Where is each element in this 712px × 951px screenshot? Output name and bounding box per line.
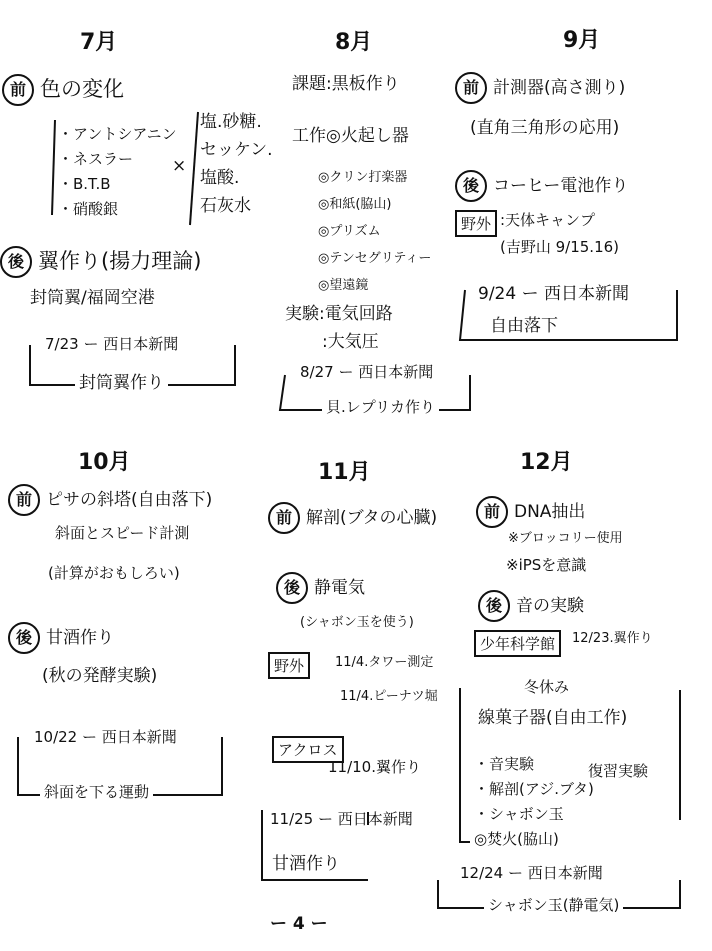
december-title: DNA抽出 — [514, 502, 586, 522]
december-ato-row — [478, 590, 584, 622]
november-acros-text: 11/10.翼作り — [328, 758, 421, 776]
list-item: 塩.砂糖. — [200, 112, 262, 132]
july-mae-row — [2, 74, 124, 106]
december-winter-review: 復習実験 — [588, 762, 649, 780]
mae-circle: 前 — [476, 496, 508, 528]
november-month: 11月 — [318, 460, 371, 485]
list-item: ◎プリズム — [318, 224, 381, 239]
mae-circle: 前 — [268, 502, 300, 534]
list-item: ・ネスラー — [58, 150, 134, 168]
july-news-text: 封筒翼作り — [75, 375, 168, 392]
mae-circle: 前 — [2, 74, 34, 106]
ato-circle: 後 — [8, 622, 40, 654]
november-mae-row — [268, 502, 437, 534]
list-item: ◎和紙(脇山) — [318, 197, 392, 212]
yagai-box: 野外 — [455, 210, 497, 237]
july-line2: 封筒翼/福岡空港 — [30, 288, 155, 308]
october-news-date: 10/22 ー 西日本新聞 — [34, 728, 177, 746]
july-list-left — [58, 122, 177, 222]
december-news-date: 12/24 ー 西日本新聞 — [460, 864, 603, 882]
july-month: 7月 — [80, 30, 118, 55]
october-title: ピサの斜塔(自由落下) — [46, 490, 213, 510]
ato-circle: 後 — [478, 590, 510, 622]
august-kadai: 課題:黒板作り — [292, 74, 400, 94]
ato-circle: 後 — [0, 246, 32, 278]
list-item: ◎テンセグリティー — [318, 251, 432, 266]
july-list-right — [200, 108, 273, 220]
july-ato-row — [0, 246, 201, 278]
august-month: 8月 — [335, 30, 373, 55]
november-news-date: 11/25 ー 西日本新聞 — [270, 810, 413, 828]
acros-box: アクロス — [272, 736, 344, 763]
october-line2: 斜面とスピード計測 — [55, 524, 190, 542]
yagai-box: 野外 — [268, 652, 310, 679]
december-bullet2: ※iPSを意識 — [506, 556, 587, 574]
october-month: 10月 — [78, 450, 131, 475]
july-title2: 翼作り(揚力理論) — [38, 249, 202, 273]
september-ato-row — [455, 170, 628, 202]
december-title2: 音の実験 — [516, 596, 584, 616]
august-jikken: 実験:電気回路 — [285, 304, 393, 324]
december-winter-head: 冬休み — [520, 680, 573, 695]
ato-circle: 後 — [276, 572, 308, 604]
august-items — [318, 164, 431, 299]
october-mae-row — [8, 484, 212, 516]
december-news-text: シャボン玉(静電気) — [484, 898, 623, 913]
september-title: 計測器(高さ測り) — [493, 78, 626, 98]
november-line2: (シャボン玉を使う) — [300, 615, 414, 630]
december-museum-text: 12/23.翼作り — [572, 631, 653, 646]
list-item: ・アントシアニン — [58, 125, 177, 143]
december-winter-title: 線菓子器(自由工作) — [478, 708, 628, 728]
list-item: ◎望遠鏡 — [318, 278, 369, 293]
list-item: セッケン. — [200, 140, 273, 160]
november-yagai1: 11/4.タワー測定 — [335, 655, 434, 670]
september-line2: (直角三角形の応用) — [470, 118, 620, 138]
list-item: ◎焚火(脇山) — [474, 830, 559, 848]
august-news-date: 8/27 ー 西日本新聞 — [300, 363, 434, 381]
november-title: 解剖(ブタの心臓) — [306, 508, 438, 528]
november-title2: 静電気 — [314, 578, 365, 598]
september-news-text: 自由落下 — [490, 316, 558, 336]
times-sign: × — [172, 156, 187, 176]
list-item: ・シャボン玉 — [474, 805, 564, 823]
mae-circle: 前 — [455, 72, 487, 104]
august-news-text: 貝.レプリカ作り — [322, 400, 439, 415]
list-item: 塩酸. — [200, 168, 240, 188]
list-item: ・B.T.B — [58, 175, 111, 193]
list-item: ◎クリン打楽器 — [318, 170, 408, 185]
october-ato-row — [8, 622, 114, 654]
page-number: ー 4 ー — [270, 914, 328, 934]
october-line3: (計算がおもしろい) — [48, 564, 180, 582]
july-news-date: 7/23 ー 西日本新聞 — [45, 335, 179, 353]
december-mae-row — [476, 496, 585, 528]
november-yagai2: 11/4.ピーナツ堀 — [340, 689, 438, 704]
september-title2: コーヒー電池作り — [493, 176, 629, 196]
august-jikken2: :大気圧 — [322, 332, 379, 352]
september-mae-row — [455, 72, 625, 104]
september-yagai-text: :天体キャンプ — [500, 211, 596, 229]
december-bullet1: ※ブロッコリー使用 — [508, 531, 623, 546]
december-winter-items — [474, 752, 594, 852]
list-item: ・音実験 — [474, 755, 535, 773]
list-item: 石灰水 — [200, 196, 251, 216]
ato-circle: 後 — [455, 170, 487, 202]
october-line4: (秋の発酵実験) — [42, 666, 158, 686]
september-month: 9月 — [563, 28, 601, 53]
october-title2: 甘酒作り — [46, 628, 114, 648]
august-kousaku: 工作◎火起し器 — [292, 126, 409, 146]
october-news-text: 斜面を下る運動 — [40, 785, 153, 800]
museum-box: 少年科学館 — [474, 630, 561, 657]
december-month: 12月 — [520, 450, 573, 475]
mae-circle: 前 — [8, 484, 40, 516]
september-news-date: 9/24 ー 西日本新聞 — [478, 284, 629, 304]
november-news-text: 甘酒作り — [272, 854, 340, 874]
list-item: ・硝酸銀 — [58, 200, 119, 218]
november-ato-row — [276, 572, 365, 604]
list-item: ・解剖(アジ.ブタ) — [474, 780, 594, 798]
september-yagai-line2: (吉野山 9/15.16) — [500, 238, 620, 256]
july-title: 色の変化 — [40, 77, 124, 101]
